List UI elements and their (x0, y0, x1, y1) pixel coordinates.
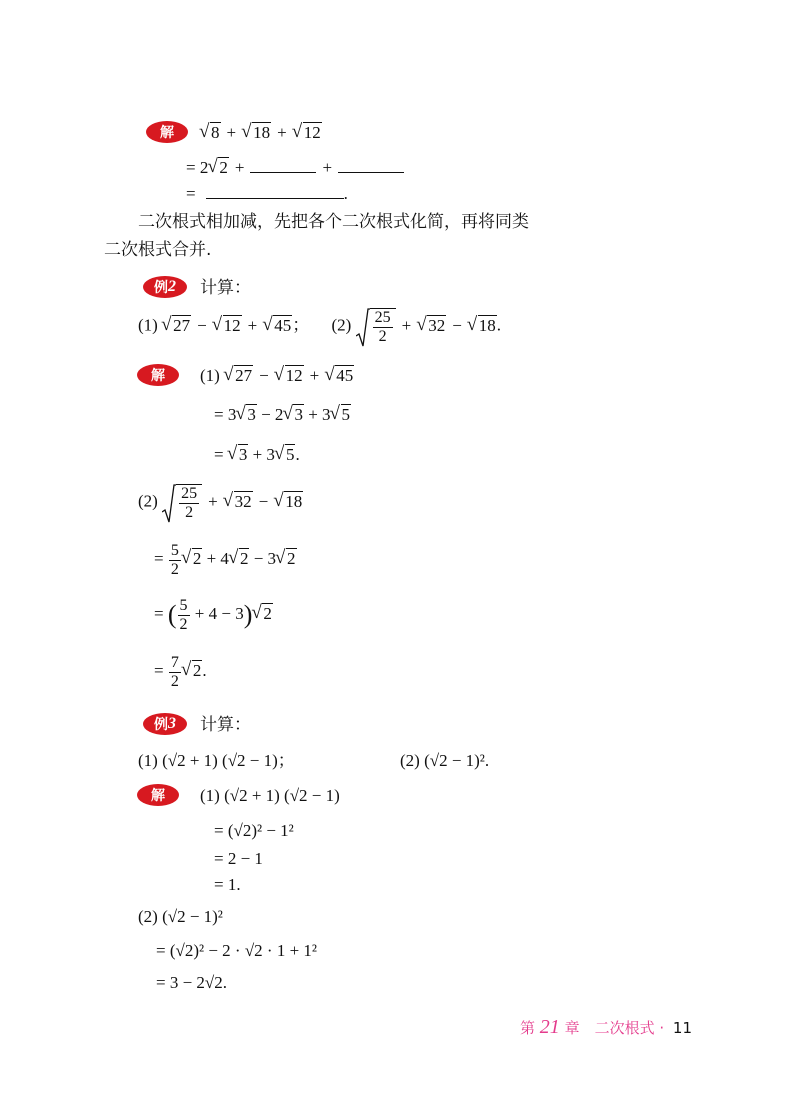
page-number: 11 (672, 1019, 692, 1037)
example-3-sol1-line-1: (1) (√2 + 1) (√2 − 1) (200, 786, 340, 805)
solution-badge: 解 (146, 121, 188, 143)
example-3-sol2-line-3: = 3 − 2√2. (156, 973, 228, 992)
example-2-sol2-line-1: (2) $\frac{25}{2}$ +√ 32 −√ 18 (138, 484, 303, 521)
intro-solution-line-3: = . (186, 184, 348, 203)
paragraph-line-2: 二次根式合并. (104, 240, 212, 260)
example-3-badge: 例 3 (143, 713, 187, 735)
example-3-problem-1: (1) (√2 + 1) (√2 − 1)； (138, 751, 295, 770)
example-3-sol2-line-2: = (√2)² − 2 · √2 · 1 + 1² (156, 941, 318, 960)
page-footer: 第 21 章 二次根式 · 11 (520, 1016, 692, 1038)
example-3-sol1-line-3: = 2 − 1 (214, 849, 263, 868)
example-2-sol1-line-2: = 3√ 3 − 2√ 3 + 3√ 5 (214, 406, 351, 423)
example-2-badge: 例 2 (143, 276, 187, 298)
example-3-sol1-line-4: = 1. (214, 875, 241, 894)
example-2-sol2-line-3: = ( $\frac{5}{2}$ + 4 − 3)√ 2 (154, 597, 273, 633)
example-3-instruction: 计算： (200, 715, 251, 735)
example-3-sol2-line-1: (2) (√2 − 1)² (138, 907, 223, 926)
example-2-instruction: 计算： (200, 278, 251, 298)
example-3-sol1-line-2: = (√2)² − 1² (214, 821, 294, 840)
intro-solution-line-2: = 2√ 2 + + (186, 158, 404, 176)
example-2-sol1-line-3: = √ 3 + 3√ 5. (214, 446, 300, 463)
example-3-problem-2: (2) (√2 − 1)². (400, 751, 490, 770)
example-2-problems: (1) √ 27 −√ 12 +√ 45； (2) $\frac{25}{2}$ +√ 32 −√ 18. (138, 308, 501, 345)
example-2-sol2-line-2: = $\frac{5}{2}$ √ 2 + 4√ 2 − 3√ 2 (154, 542, 297, 578)
paragraph-line-1: 二次根式相加减，先把各个二次根式化简，再将同类 (138, 212, 529, 232)
solution-badge: 解 (137, 784, 179, 806)
intro-solution-line-1: √ 8 +√ 18 +√ 12 (200, 124, 322, 141)
example-2-sol2-line-4: = $\frac{7}{2}$ √ 2. (154, 654, 207, 690)
solution-badge: 解 (137, 364, 179, 386)
example-2-sol1-line-1: (1) √ 27 −√ 12 +√ 45 (200, 367, 354, 384)
